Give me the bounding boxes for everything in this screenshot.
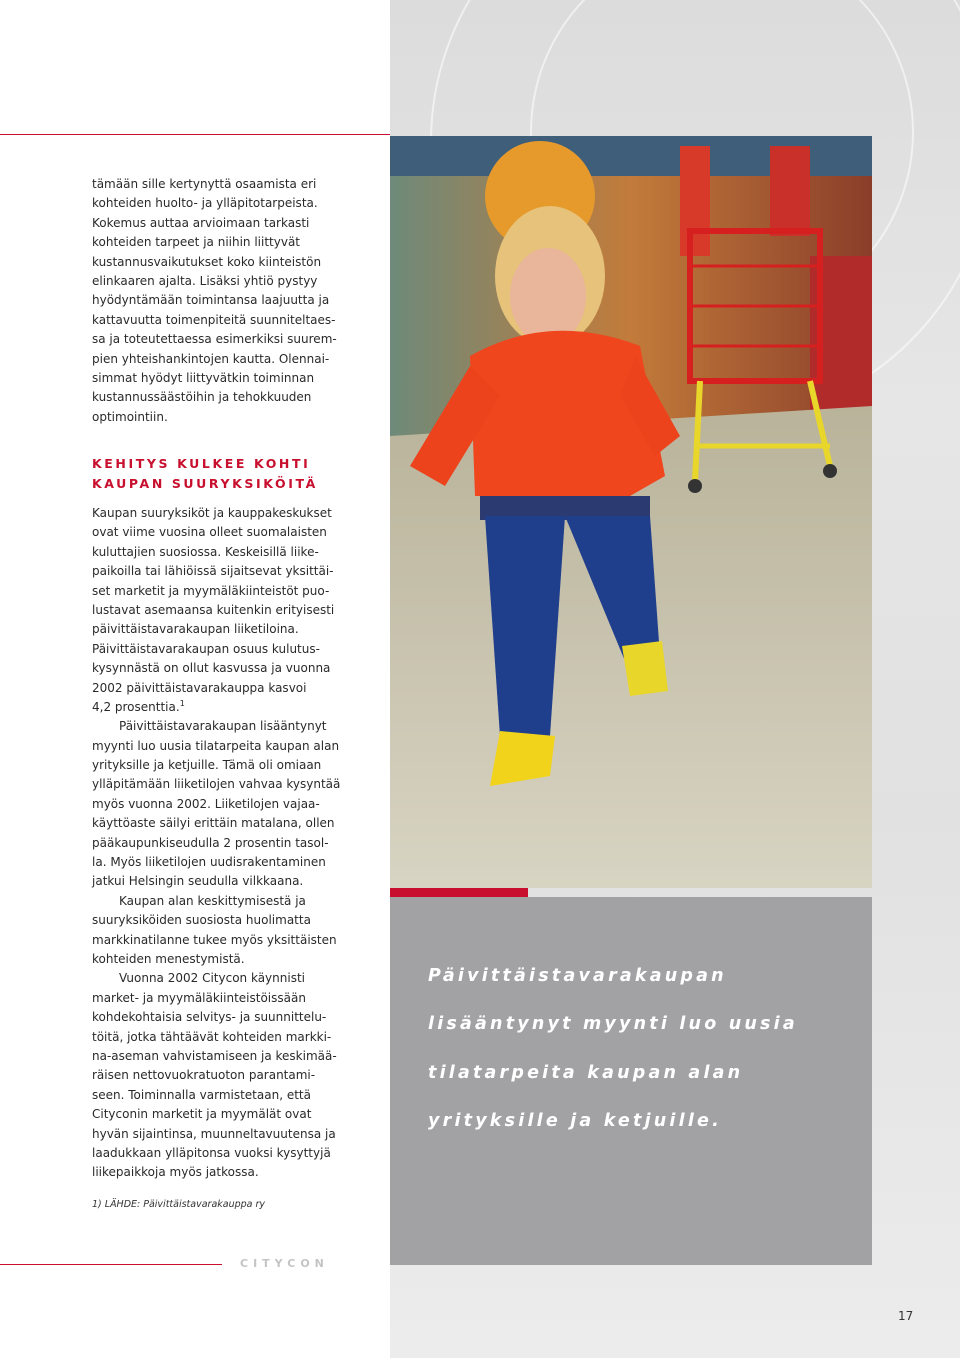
paragraph-intro [92, 175, 337, 427]
text-line: sa ja toteutettaessa esimerkiksi suurem- [92, 332, 337, 347]
text-line: töitä, jotka tähtäävät kohteiden markki- [92, 1029, 332, 1044]
text-line: paikoilla tai lähiöissä sijaitsevat yksittäi- [92, 564, 334, 579]
footnote-marker: 1 [179, 698, 185, 708]
text-line: na-aseman vahvistamiseen ja keskimää- [92, 1048, 337, 1063]
text-line: kohteiden huolto- ja ylläpitotarpeista. [92, 196, 318, 211]
section-heading [92, 454, 318, 494]
text-line: Vuonna 2002 Citycon käynnisti [119, 971, 305, 986]
text-line: kuluttajien suosiossa. Keskeisillä liike- [92, 544, 319, 559]
text-line: tämään sille kertynyttä osaamista eri [92, 177, 317, 191]
text-fragment: 4,2 prosenttia. [92, 699, 180, 714]
text-line: kustannussäästöihin ja tehokkuuden [92, 390, 312, 405]
text-line: kohdekohtaisia selvitys- ja suunnittelu- [92, 1010, 327, 1025]
text-line: suuryksiköiden suosiosta huolimatta [92, 913, 311, 928]
text-line: päivittäistavarakaupan liiketiloina. [92, 622, 299, 637]
text-line: jatkui Helsingin seudulla vilkkaana. [92, 874, 304, 889]
photo-illustration [390, 136, 872, 888]
text-line: hyvän sijaintinsa, muunneltavuutensa ja [92, 1126, 336, 1141]
text-line: Päivittäistavarakaupan lisääntynyt [119, 719, 327, 734]
text-line-with-footnote [92, 698, 332, 717]
text-line: Kaupan alan keskittymisestä ja [119, 893, 306, 908]
pull-quote-line-1: Päivittäistavarakaupan [428, 966, 727, 986]
text-line: Cityconin marketit ja myymälät ovat [92, 1107, 312, 1122]
text-line: pien yhteishankintojen kautta. Olennai- [92, 351, 330, 366]
citycon-logo: CITYCON [240, 1257, 329, 1270]
footnote: 1) LÄHDE: Päivittäistavarakauppa ry [92, 1199, 266, 1210]
red-accent-strip [390, 888, 528, 897]
text-line: hyödyntämään toimintansa laajuutta ja [92, 293, 330, 308]
heading-line-1: KEHITYS KULKEE KOHTI [92, 456, 311, 471]
text-line: kohteiden tarpeet ja niihin liittyvät [92, 235, 301, 250]
text-line: myös vuonna 2002. Liiketilojen vajaa- [92, 796, 320, 811]
text-line: räisen nettovuokratuoton parantami- [92, 1068, 316, 1083]
pull-quote-line-3: tilatarpeita kaupan alan [428, 1063, 744, 1083]
text-line: ylläpitämään liiketilojen vahvaa kysyntää [92, 777, 341, 792]
text-line: Kaupan suuryksiköt ja kauppakeskukset [92, 506, 332, 520]
text-line: set marketit ja myymäläkiinteistöt puo- [92, 583, 330, 598]
bottom-red-rule [0, 1264, 222, 1265]
text-line: kohteiden menestymistä. [92, 951, 245, 966]
page-number: 17 [898, 1309, 914, 1323]
text-line: markkinatilanne tukee myös yksittäisten [92, 932, 337, 947]
text-line: 2002 päivittäistavarakauppa kasvoi [92, 680, 307, 695]
text-line: ovat viime vuosina olleet suomalaisten [92, 525, 327, 540]
text-line: yrityksille ja ketjuille. Tämä oli omiaan [92, 758, 322, 773]
text-line: seen. Toiminnalla varmistetaan, että [92, 1087, 311, 1102]
pull-quote-line-2: lisääntynyt myynti luo uusia [428, 1014, 798, 1034]
text-line: Kokemus auttaa arvioimaan tarkasti [92, 215, 310, 230]
text-line: myynti luo uusia tilatarpeita kaupan alan [92, 738, 340, 753]
text-line: Päivittäistavarakaupan osuus kulutus- [92, 641, 320, 656]
text-line: lustavat asemaansa kuitenkin erityisesti [92, 602, 335, 617]
paragraph-main [92, 504, 341, 1183]
text-line: elinkaaren ajalta. Lisäksi yhtiö pystyy [92, 273, 318, 288]
text-line: optimointiin. [92, 409, 168, 424]
pull-quote-line-4: yrityksille ja ketjuille. [428, 1111, 722, 1131]
text-line: kattavuutta toimenpiteitä suunniteltaes- [92, 312, 336, 327]
text-line: pääkaupunkiseudulla 2 prosentin tasol- [92, 835, 329, 850]
text-line: kustannusvaikutukset koko kiinteistön [92, 254, 322, 269]
child-running-photo [390, 136, 872, 888]
text-line: käyttöaste säilyi erittäin matalana, ollen [92, 816, 335, 831]
text-line: market- ja myymäläkiinteistöissään [92, 990, 306, 1005]
text-line: liikepaikkoja myös jatkossa. [92, 1165, 259, 1180]
heading-line-2: KAUPAN SUURYKSIKÖITÄ [92, 476, 318, 491]
text-line: laadukkaan ylläpitonsa vuoksi kysyttyjä [92, 1145, 331, 1160]
text-line: simmat hyödyt liittyvätkin toiminnan [92, 370, 315, 385]
top-red-rule [0, 134, 390, 135]
text-line: la. Myös liiketilojen uudisrakentaminen [92, 855, 326, 870]
text-line: kysynnästä on ollut kasvussa ja vuonna [92, 661, 331, 676]
